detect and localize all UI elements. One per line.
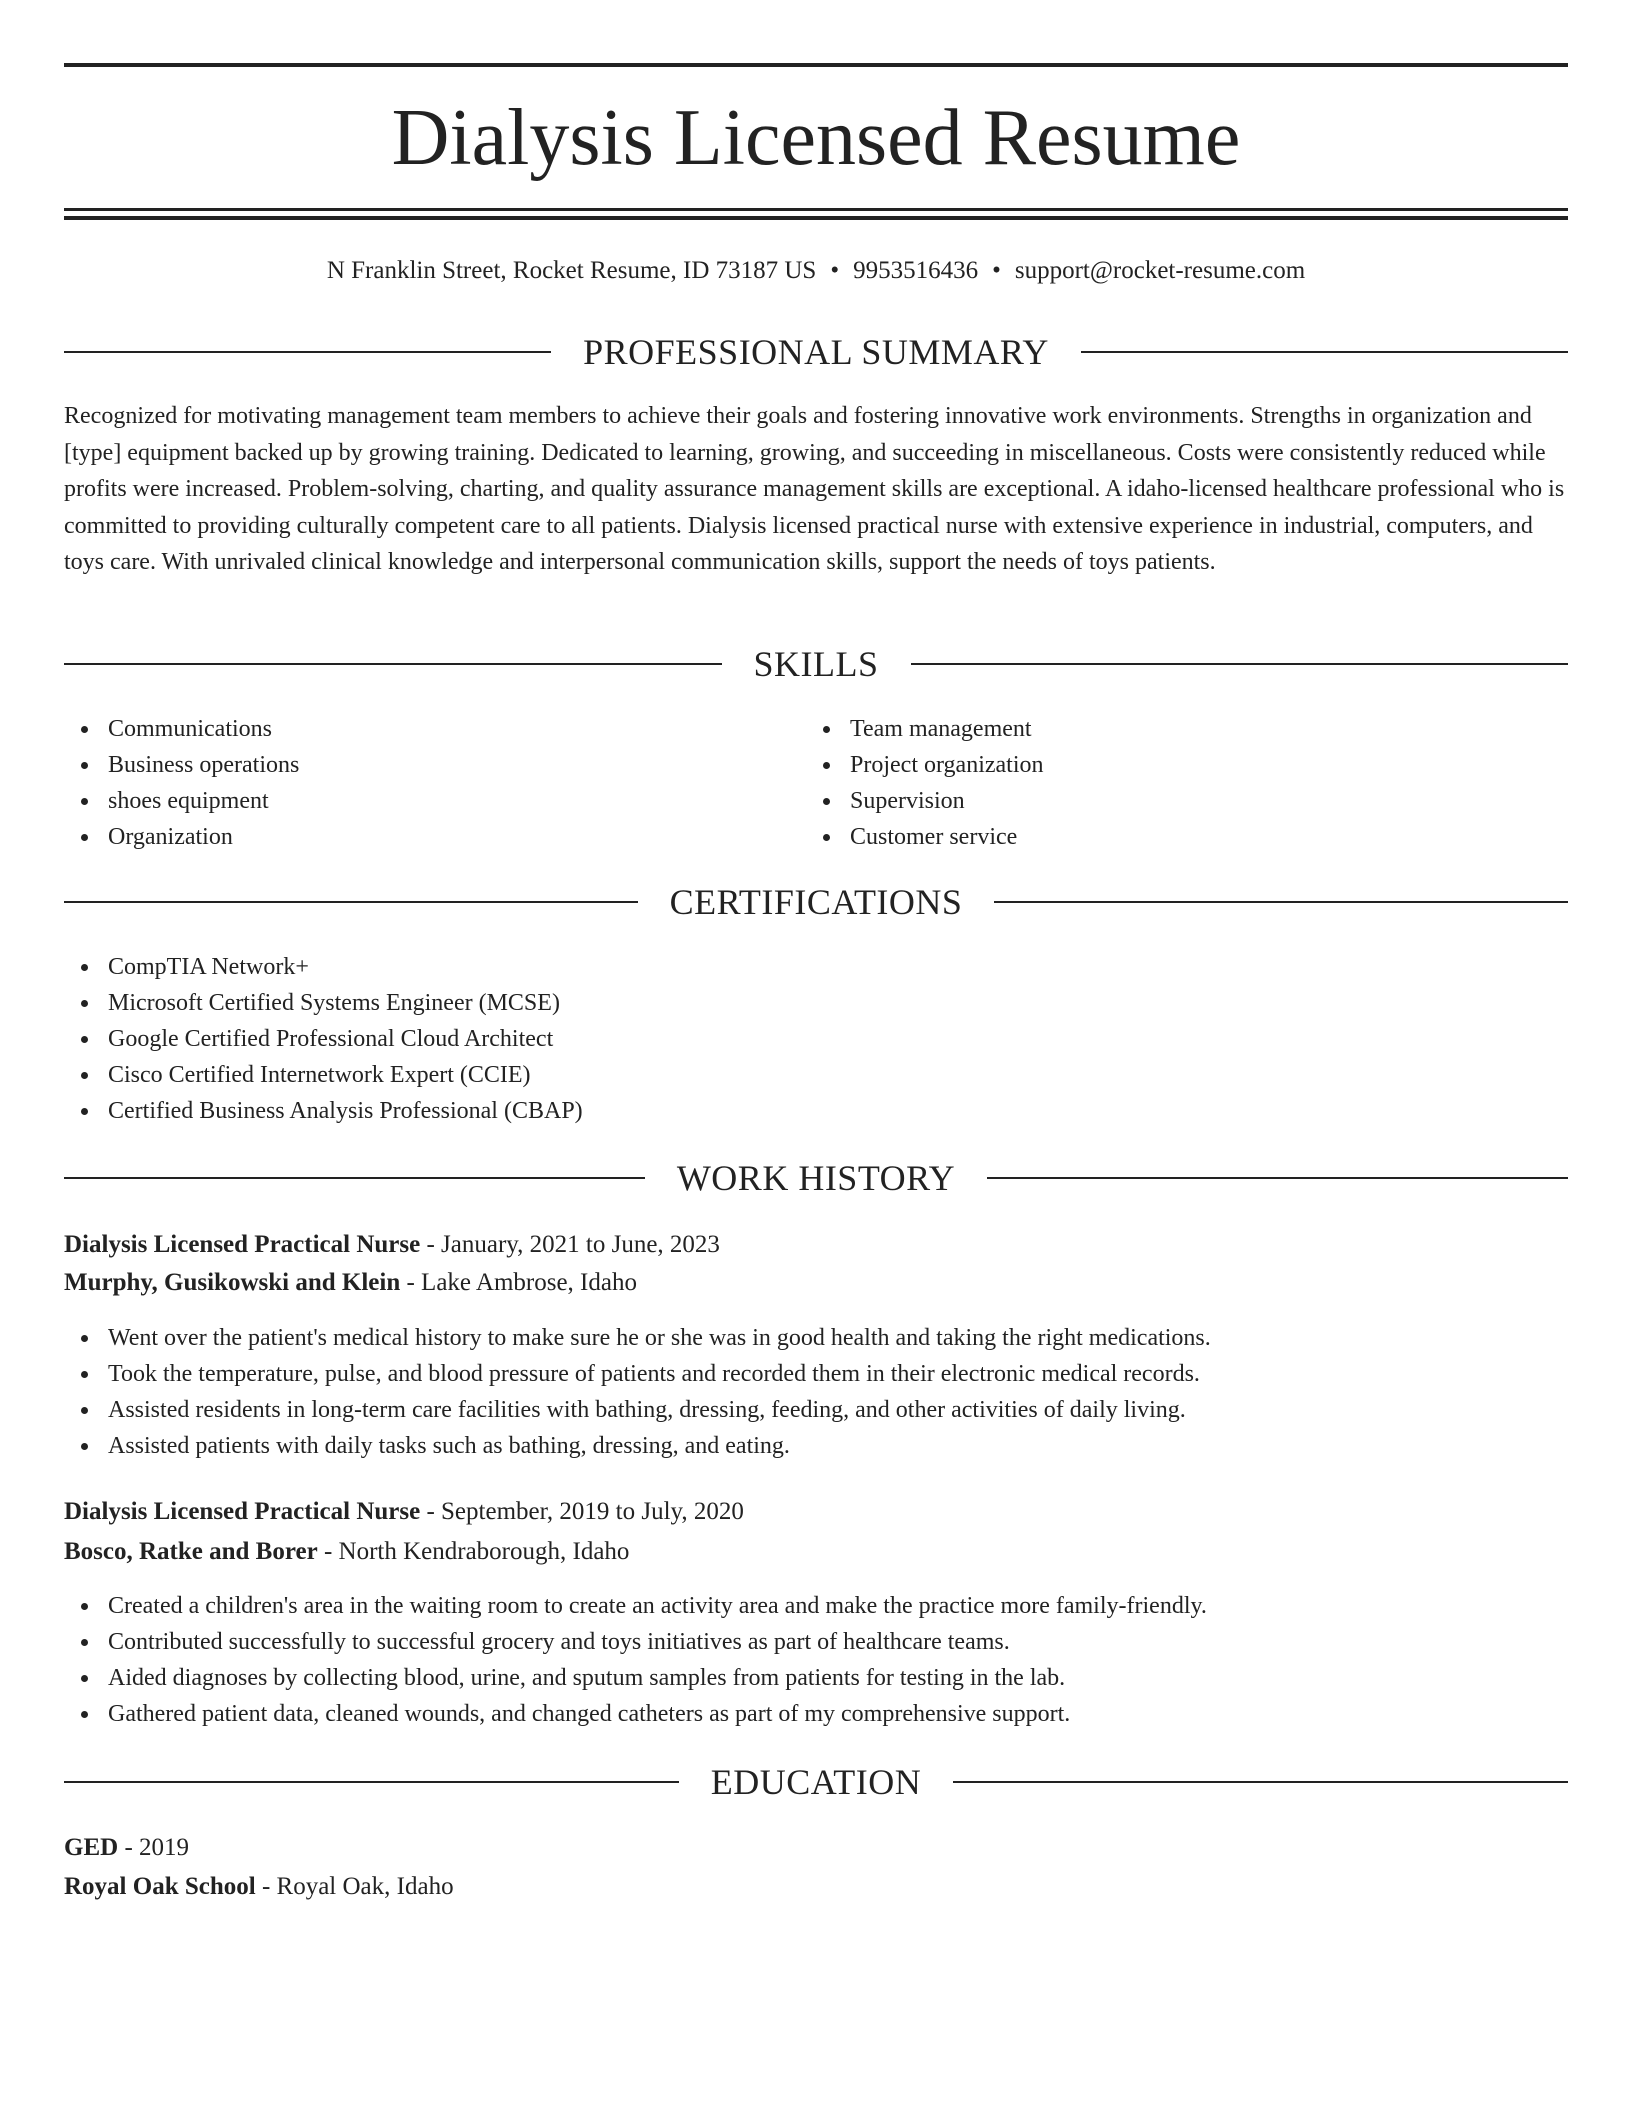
job-company-line [64,1534,629,1570]
summary-paragraph: Recognized for motivating management team members to achieve their goals and fostering innovative work environments. Strengths in organization and [type] equipment backed up by growing training. Dedicated to learning, growing, and succeeding in miscellaneous. Costs were consistently reduced while profits were increased. Problem-solving, charting, and quality assurance management skills are exceptional. A idaho-licensed healthcare professional who is committed to providing culturally competent care to all patients. Dialysis licensed practical nurse with extensive experience in industrial, computers, and toys care. With unrivaled clinical knowledge and interpersonal communication skills, support the needs of toys patients. [64,403,1565,575]
job-bullet-item: Aided diagnoses by collecting blood, urine, and sputum samples from patients for testing in the lab. [64,1660,1207,1696]
job-dates: - September, 2019 to July, 2020 [420,1498,744,1525]
header-top-rule [64,63,1568,67]
contact-email: support@rocket-resume.com [1014,257,1306,284]
job-bullet-item: Gathered patient data, cleaned wounds, and changed catheters as part of my comprehensive support. [64,1696,1207,1732]
skill-item: Communications [64,711,299,747]
education-degree: GED [64,1834,119,1861]
job-bullet-item: Went over the patient's medical history to make sure he or she was in good health and taking the right medications. [64,1320,1211,1356]
job-title: Dialysis Licensed Practical Nurse [64,1231,421,1258]
certification-item: Certified Business Analysis Professional (CBAP) [64,1093,583,1129]
job-bullet-item: Assisted residents in long-term care facilities with bathing, dressing, feeding, and other activities of daily living. [64,1392,1211,1428]
resume-title: Dialysis Licensed Resume [391,94,1241,182]
job-company-line [64,1265,637,1301]
section-heading-certifications [64,880,1568,924]
contact-separator: • [992,257,1001,284]
job-bullet-item: Created a children's area in the waiting room to create an activity area and make the practice more family-friendly. [64,1588,1207,1624]
section-heading-education [64,1760,1568,1804]
skill-item: Team management [806,711,1044,747]
job-bullets [64,1320,1211,1464]
heading-rule [987,1177,1568,1179]
section-heading-summary [64,330,1568,374]
skill-item: Business operations [64,747,299,783]
skills-list-right [806,711,1044,855]
education-year: - 2019 [118,1834,190,1861]
section-heading-label: EDUCATION [710,1762,922,1802]
skill-item: shoes equipment [64,783,299,819]
job-bullets [64,1588,1207,1732]
skill-item: Organization [64,819,299,855]
skill-item: Customer service [806,819,1044,855]
certification-item: Google Certified Professional Cloud Architect [64,1021,583,1057]
heading-rule [953,1781,1568,1783]
header-double-rule-upper [64,208,1568,211]
contact-phone: 9953516436 [853,257,979,284]
job-location: - North Kendraborough, Idaho [317,1538,630,1565]
job-title: Dialysis Licensed Practical Nurse [64,1498,421,1525]
job-bullet-item: Contributed successfully to successful grocery and toys initiatives as part of healthcare teams. [64,1624,1207,1660]
heading-rule [64,663,722,665]
contact-address: N Franklin Street, Rocket Resume, ID 73187 US [326,257,817,284]
header-double-rule-lower [64,216,1568,220]
heading-rule [64,351,551,353]
skills-list-left [64,711,299,855]
job-bullet-item: Assisted patients with daily tasks such as bathing, dressing, and eating. [64,1428,1211,1464]
job-location: - Lake Ambrose, Idaho [400,1269,637,1296]
section-heading-label: WORK HISTORY [676,1158,956,1198]
heading-rule [64,1781,679,1783]
job-title-line [64,1494,744,1530]
job-bullet-item: Took the temperature, pulse, and blood pressure of patients and recorded them in their electronic medical records. [64,1356,1211,1392]
job-company: Bosco, Ratke and Borer [64,1538,318,1565]
contact-separator: • [830,257,840,284]
heading-rule [64,901,638,903]
section-heading-label: CERTIFICATIONS [669,882,963,922]
certifications-list [64,949,583,1129]
heading-rule [64,1177,645,1179]
job-company: Murphy, Gusikowski and Klein [64,1269,401,1296]
section-heading-label: PROFESSIONAL SUMMARY [583,332,1049,372]
skill-item: Project organization [806,747,1044,783]
section-heading-label: SKILLS [753,644,879,684]
section-heading-skills [64,642,1568,686]
contact-line [64,254,1568,288]
heading-rule [994,901,1568,903]
section-heading-work-history [64,1156,1568,1200]
job-dates: - January, 2021 to June, 2023 [420,1231,720,1258]
heading-rule [1081,351,1568,353]
education-location: - Royal Oak, Idaho [255,1873,454,1900]
certification-item: Microsoft Certified Systems Engineer (MCSE) [64,985,583,1021]
skill-item: Supervision [806,783,1044,819]
education-school: Royal Oak School [64,1873,256,1900]
certification-item: Cisco Certified Internetwork Expert (CCIE) [64,1057,583,1093]
heading-rule [911,663,1569,665]
education-school-line [64,1869,454,1905]
certification-item: CompTIA Network+ [64,949,583,985]
job-title-line [64,1227,720,1263]
education-degree-line [64,1830,189,1866]
